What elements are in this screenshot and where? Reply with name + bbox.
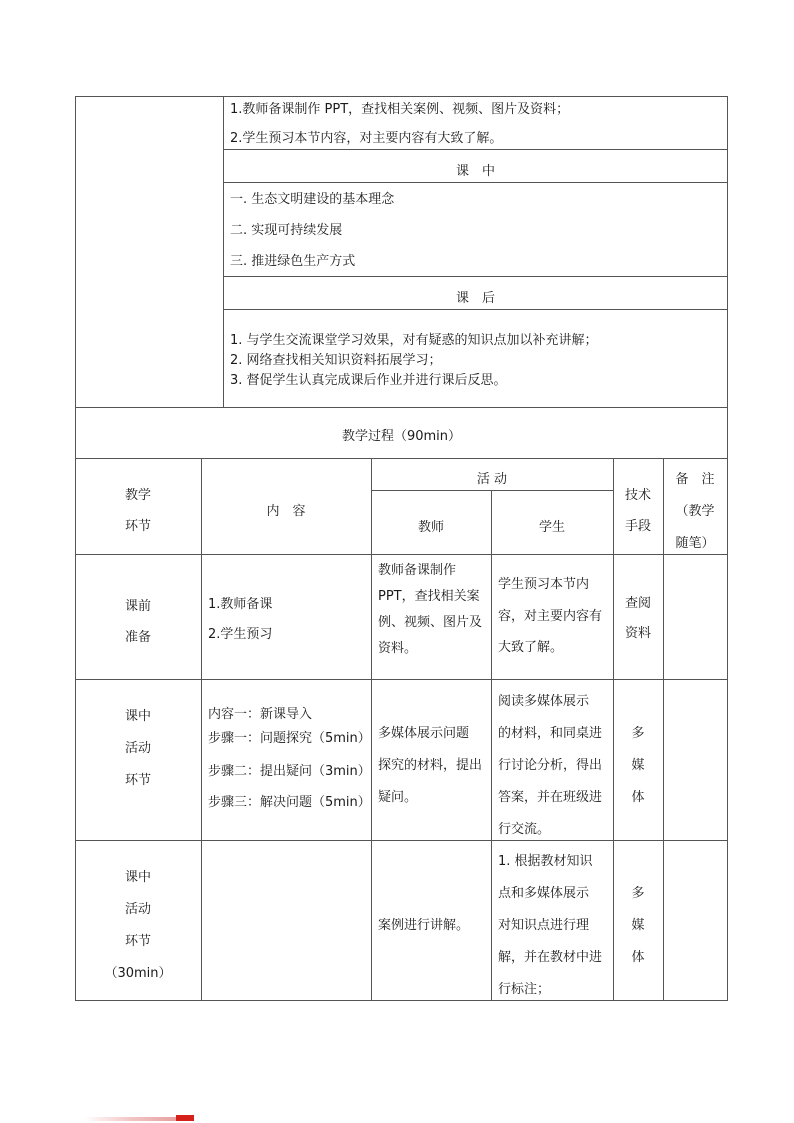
row3-student-3: 对知识点进行理 [498,918,590,933]
row1-tech-2: 资料 [624,626,651,641]
header-tech-1: 技术 [624,488,651,503]
row2-stage-2: 活动 [124,741,151,756]
row2-stage-3: 环节 [124,773,151,788]
row3-stage-1: 课中 [124,870,151,885]
prep-line-1: 1.教师备课制作 PPT，查找相关案例、视频、图片及资料； [230,102,570,117]
header-student: 学生 [538,520,565,535]
row2-student-5: 行交流。 [498,822,551,837]
process-title: 教学过程（90min） [341,429,462,444]
row3-teacher-1: 案例进行讲解。 [378,918,470,933]
row2-teacher-1: 多媒体展示问题 [378,726,470,741]
row1-stage-1: 课前 [124,599,151,614]
row2-content-3: 步骤二：提出疑问（3min） [208,764,371,779]
row2-student-3: 行讨论分析，得出 [498,758,603,773]
header-notes-2: （教学 [675,504,715,519]
header-teacher: 教师 [417,520,444,535]
row2-content-1: 内容一：新课导入 [208,707,313,722]
header-content: 内 容 [266,504,306,519]
row3-tech-1: 多 [631,886,645,901]
row3-student-4: 解，并在教材中进 [498,950,603,965]
header-stage-1: 教学 [124,488,151,503]
row1-teacher-2: PPT，查找相关案 [378,589,480,604]
footer-decoration [84,1117,176,1121]
row2-student-1: 阅读多媒体展示 [498,694,590,709]
row3-stage-3: 环节 [124,934,151,949]
row3-student-2: 点和多媒体展示 [498,886,590,901]
row1-student-3: 大致了解。 [498,640,564,655]
footer-mark [176,1115,194,1121]
row2-content-4: 步骤三：解决问题（5min） [208,795,371,810]
row2-stage-1: 课中 [124,709,151,724]
after-class-item-3: 3. 督促学生认真完成课后作业并进行课后反思。 [230,373,507,388]
row1-student-1: 学生预习本节内 [498,577,590,592]
row1-student-2: 容，对主要内容有 [498,609,603,624]
row3-student-5: 行标注； [498,982,551,997]
row3-tech-2: 媒 [631,918,645,933]
header-tech-2: 手段 [624,519,651,534]
row1-content-1: 1.教师备课 [208,597,273,612]
after-class-header: 课 后 [455,291,495,306]
prep-line-2: 2.学生预习本节内容，对主要内容有大致了解。 [230,131,503,146]
row1-content-2: 2.学生预习 [208,627,273,642]
after-class-item-2: 2. 网络查找相关知识资料拓展学习； [230,353,442,368]
in-class-item-2: 二. 实现可持续发展 [230,223,343,238]
row3-stage-2: 活动 [124,902,151,917]
row3-student-1: 1. 根据教材知识 [498,854,593,869]
row1-tech-1: 查阅 [624,596,651,611]
row1-stage-2: 准备 [124,630,151,645]
in-class-header: 课 中 [455,164,495,179]
row2-student-2: 的材料，和同桌进 [498,726,603,741]
in-class-item-1: 一. 生态文明建设的基本理念 [230,192,395,207]
header-notes-1: 备 注 [675,472,715,487]
row1-teacher-3: 例、视频、图片及 [378,615,483,630]
row2-teacher-2: 探究的材料，提出 [378,758,483,773]
in-class-item-3: 三. 推进绿色生产方式 [230,254,356,269]
header-stage-2: 环节 [124,519,151,534]
row2-tech-3: 体 [631,790,645,805]
row3-stage-4: （30min） [104,966,172,981]
row3-tech-3: 体 [631,950,645,965]
row2-student-4: 答案，并在班级进 [498,790,603,805]
after-class-item-1: 1. 与学生交流课堂学习效果，对有疑惑的知识点加以补充讲解； [230,333,598,348]
row2-tech-1: 多 [631,726,645,741]
row2-content-2: 步骤一：问题探究（5min） [208,731,371,746]
row1-teacher-4: 资料。 [378,641,418,656]
header-activity: 活 动 [476,472,508,487]
header-notes-3: 随笔） [675,536,715,551]
row2-teacher-3: 疑问。 [378,790,418,805]
row1-teacher-1: 教师备课制作 [378,563,457,578]
row2-tech-2: 媒 [631,758,645,773]
